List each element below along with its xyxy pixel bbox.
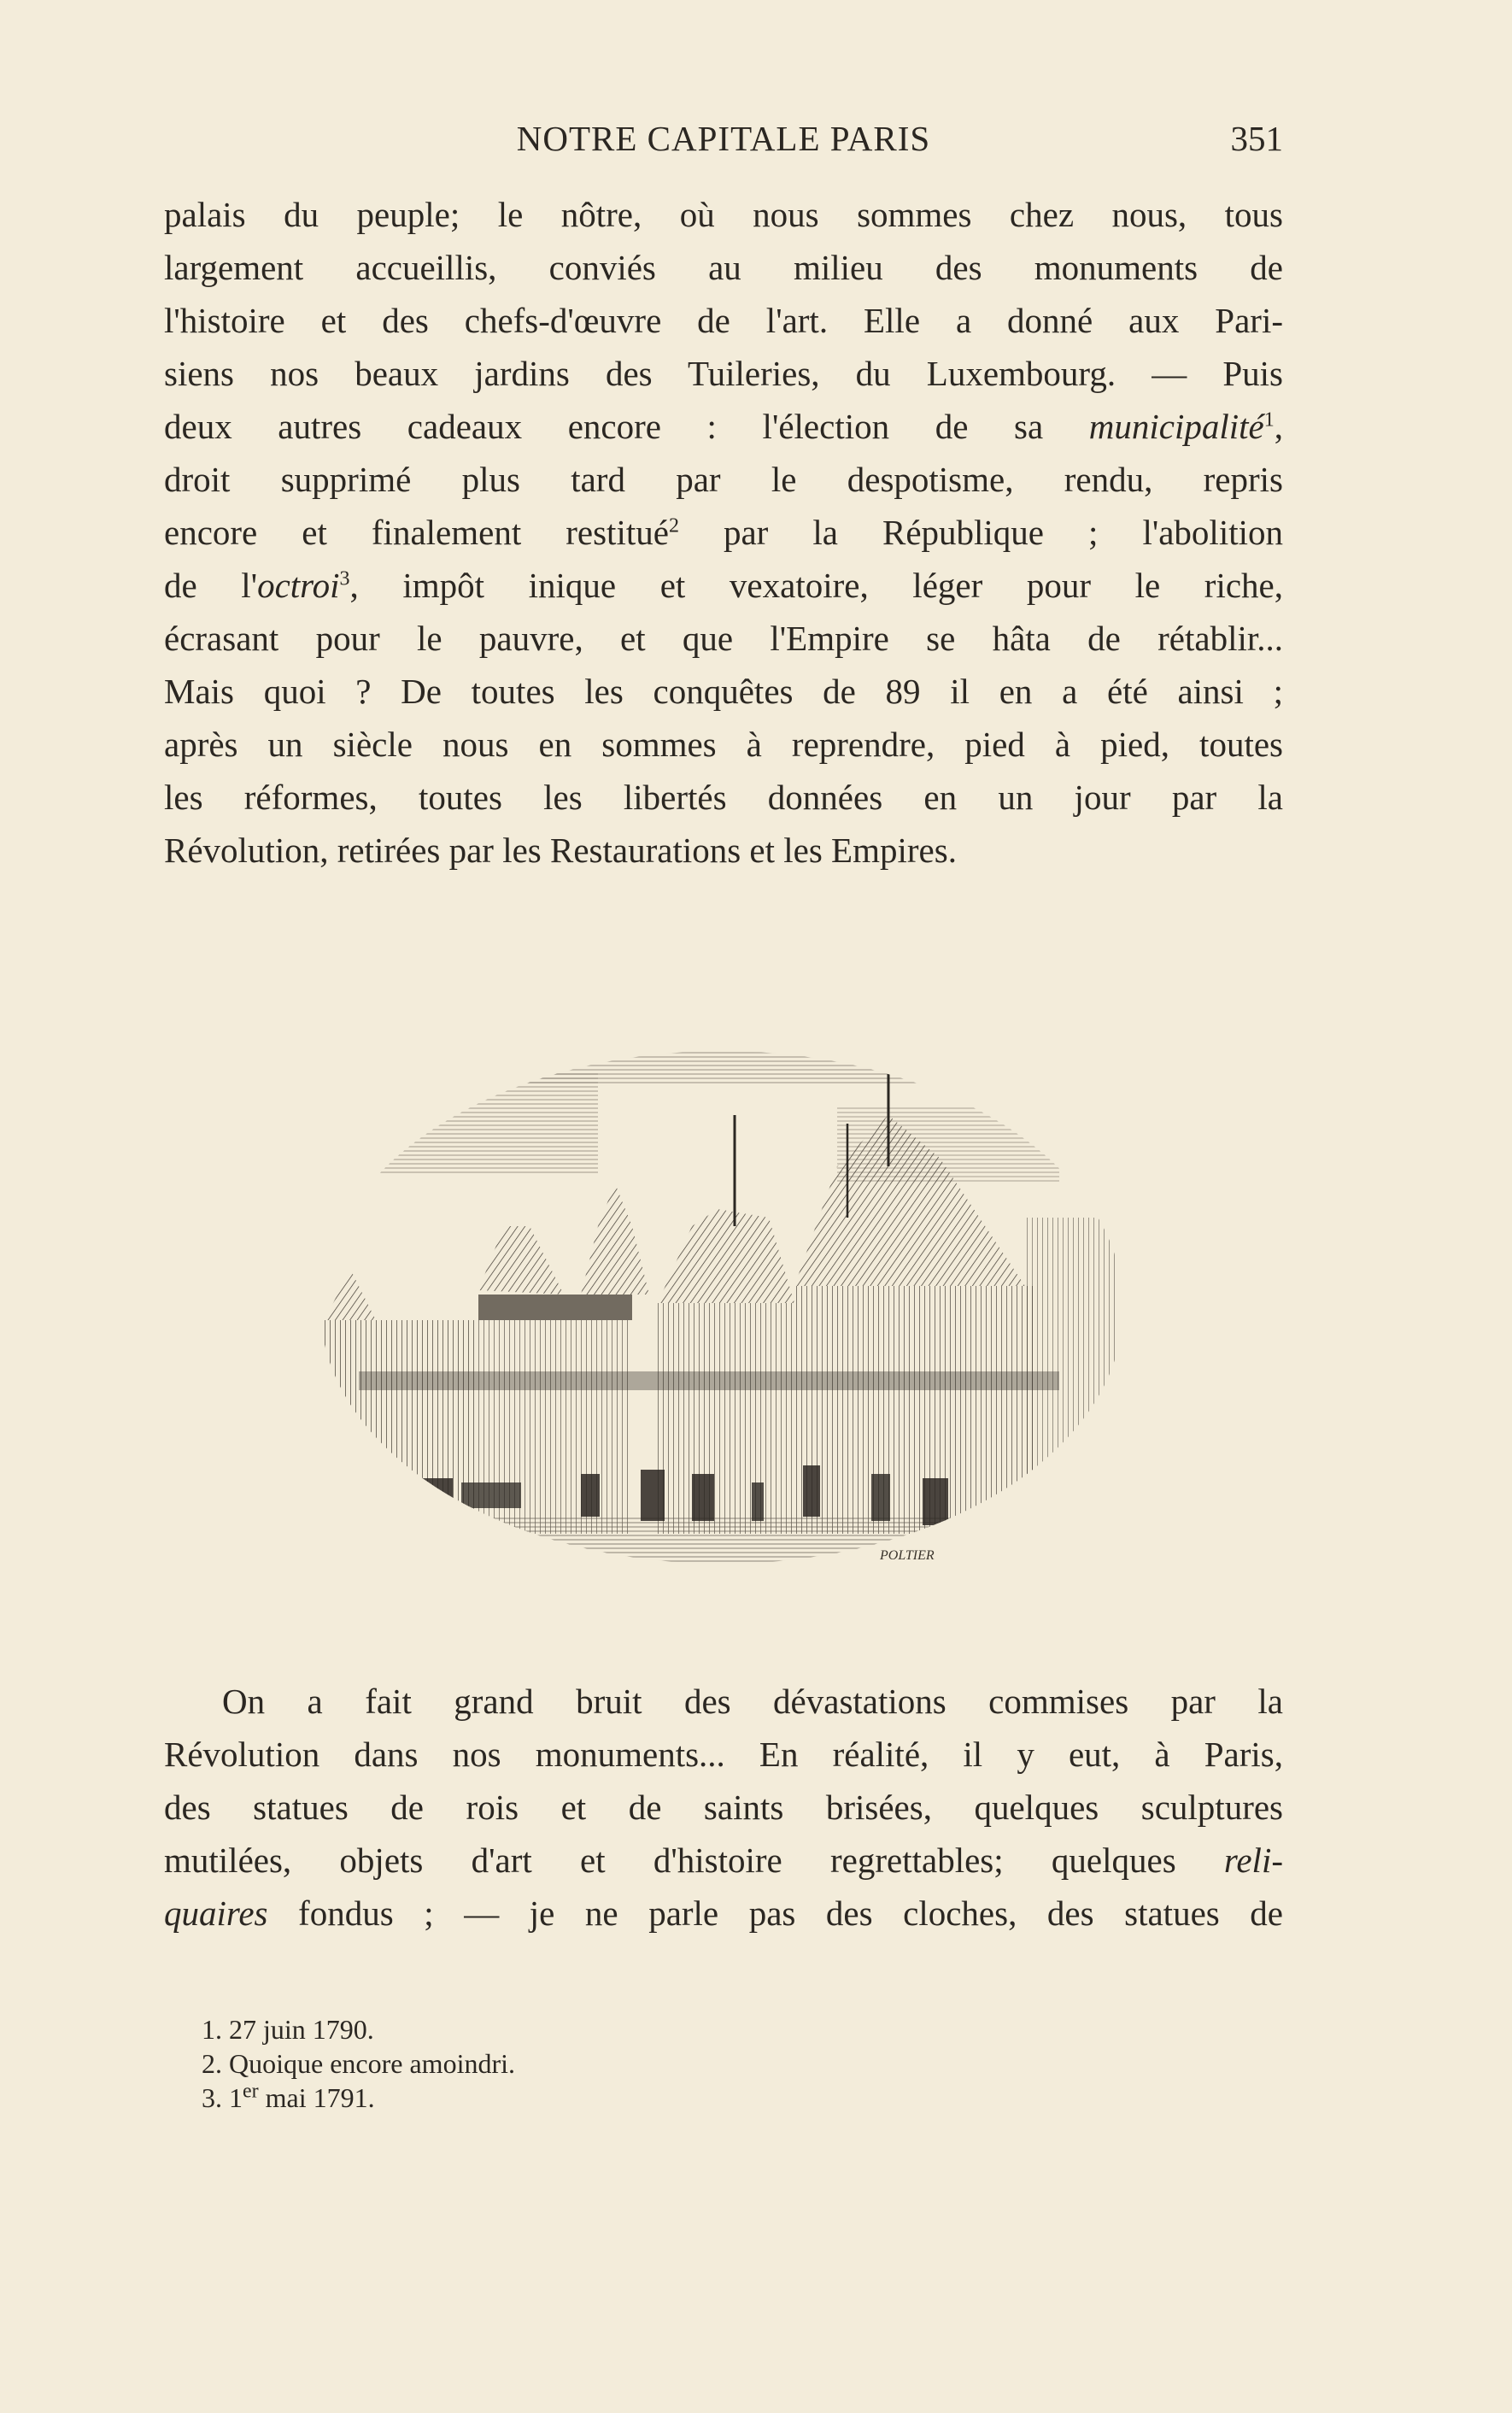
text-line: après un siècle nous en sommes à reprendre, pied à pied, toutes <box>164 725 1283 764</box>
footnote-3 <box>202 2081 515 2115</box>
italic-term: octroi <box>257 566 340 605</box>
engraver-signature: POLTIER <box>880 1548 935 1563</box>
text-line <box>164 400 1283 453</box>
ordinal-suffix: er <box>243 2080 259 2103</box>
text-line: écrasant pour le pauvre, et que l'Empire se hâta de rétablir... <box>164 619 1283 658</box>
text-line: droit supprimé plus tard par le despotisme, rendu, repris <box>164 460 1283 499</box>
engraving-illustration <box>325 970 1119 1576</box>
engraving-of-building <box>325 970 1119 1576</box>
footnote-text: Quoique encore amoindri. <box>229 2048 515 2079</box>
text-line: palais du peuple; le nôtre, où nous sommes chez nous, tous <box>164 195 1283 234</box>
text-line: Mais quoi ? De toutes les conquêtes de 89 il en a été ainsi ; <box>164 672 1283 711</box>
text-segment: , impôt inique et vexatoire, léger pour le riche, <box>349 566 1283 605</box>
text-segment: par la République ; l'abolition <box>678 513 1283 552</box>
text-segment: mutilées, objets d'art et d'histoire regrettables; quelques <box>164 1841 1224 1880</box>
text-line: Révolution dans nos monuments... En réalité, il y eut, à Paris, <box>164 1735 1283 1774</box>
text-line <box>164 1887 1283 1940</box>
text-line: siens nos beaux jardins des Tuileries, du Luxembourg. — Puis <box>164 354 1283 393</box>
text-segment: de l' <box>164 566 258 605</box>
footnote-number: 3. <box>202 2082 222 2113</box>
footnote-1 <box>202 2012 515 2046</box>
page-header <box>164 118 1283 169</box>
footnote-text: 1 <box>229 2082 243 2113</box>
text-segment: deux autres cadeaux encore : l'élection de sa <box>164 407 1089 446</box>
page-number: 351 <box>1230 119 1283 158</box>
text-line: des statues de rois et de saints brisées, quelques sculptures <box>164 1788 1283 1827</box>
footnote-ref: 3 <box>339 567 350 590</box>
text-segment: encore et finalement restitué <box>164 513 669 552</box>
text-line: On a fait grand bruit des dévastations commises par la <box>222 1682 1283 1721</box>
text-line <box>164 1834 1283 1887</box>
footnote-number: 2. <box>202 2048 222 2079</box>
text-line <box>164 506 1283 559</box>
text-segment: fondus ; — je ne parle pas des cloches, des statues de <box>267 1893 1283 1933</box>
footnote-ref: 1 <box>1263 408 1275 432</box>
text-line: l'histoire et des chefs-d'œuvre de l'art. Elle a donné aux Pari- <box>164 301 1283 340</box>
text-segment: , <box>1274 407 1283 446</box>
footnote-ref: 2 <box>668 514 679 537</box>
footnote-text: 27 juin 1790. <box>229 2014 374 2045</box>
text-line: largement accueillis, conviés au milieu des monuments de <box>164 248 1283 287</box>
footnote-number: 1. <box>202 2014 222 2045</box>
paragraph-1 <box>164 188 1283 877</box>
paragraph-2 <box>164 1675 1283 1940</box>
footnote-text: mai 1791. <box>258 2082 375 2113</box>
text-line: Révolution, retirées par les Restaurations et les Empires. <box>164 831 957 870</box>
text-line <box>164 559 1283 612</box>
italic-term: municipalité <box>1088 407 1264 446</box>
italic-term: reli- <box>1223 1841 1283 1880</box>
text-line: les réformes, toutes les libertés données en un jour par la <box>164 778 1283 817</box>
footnotes <box>202 2012 515 2115</box>
running-title: NOTRE CAPITALE PARIS <box>516 119 931 158</box>
footnote-2 <box>202 2046 515 2081</box>
italic-term: quaires <box>164 1893 268 1933</box>
